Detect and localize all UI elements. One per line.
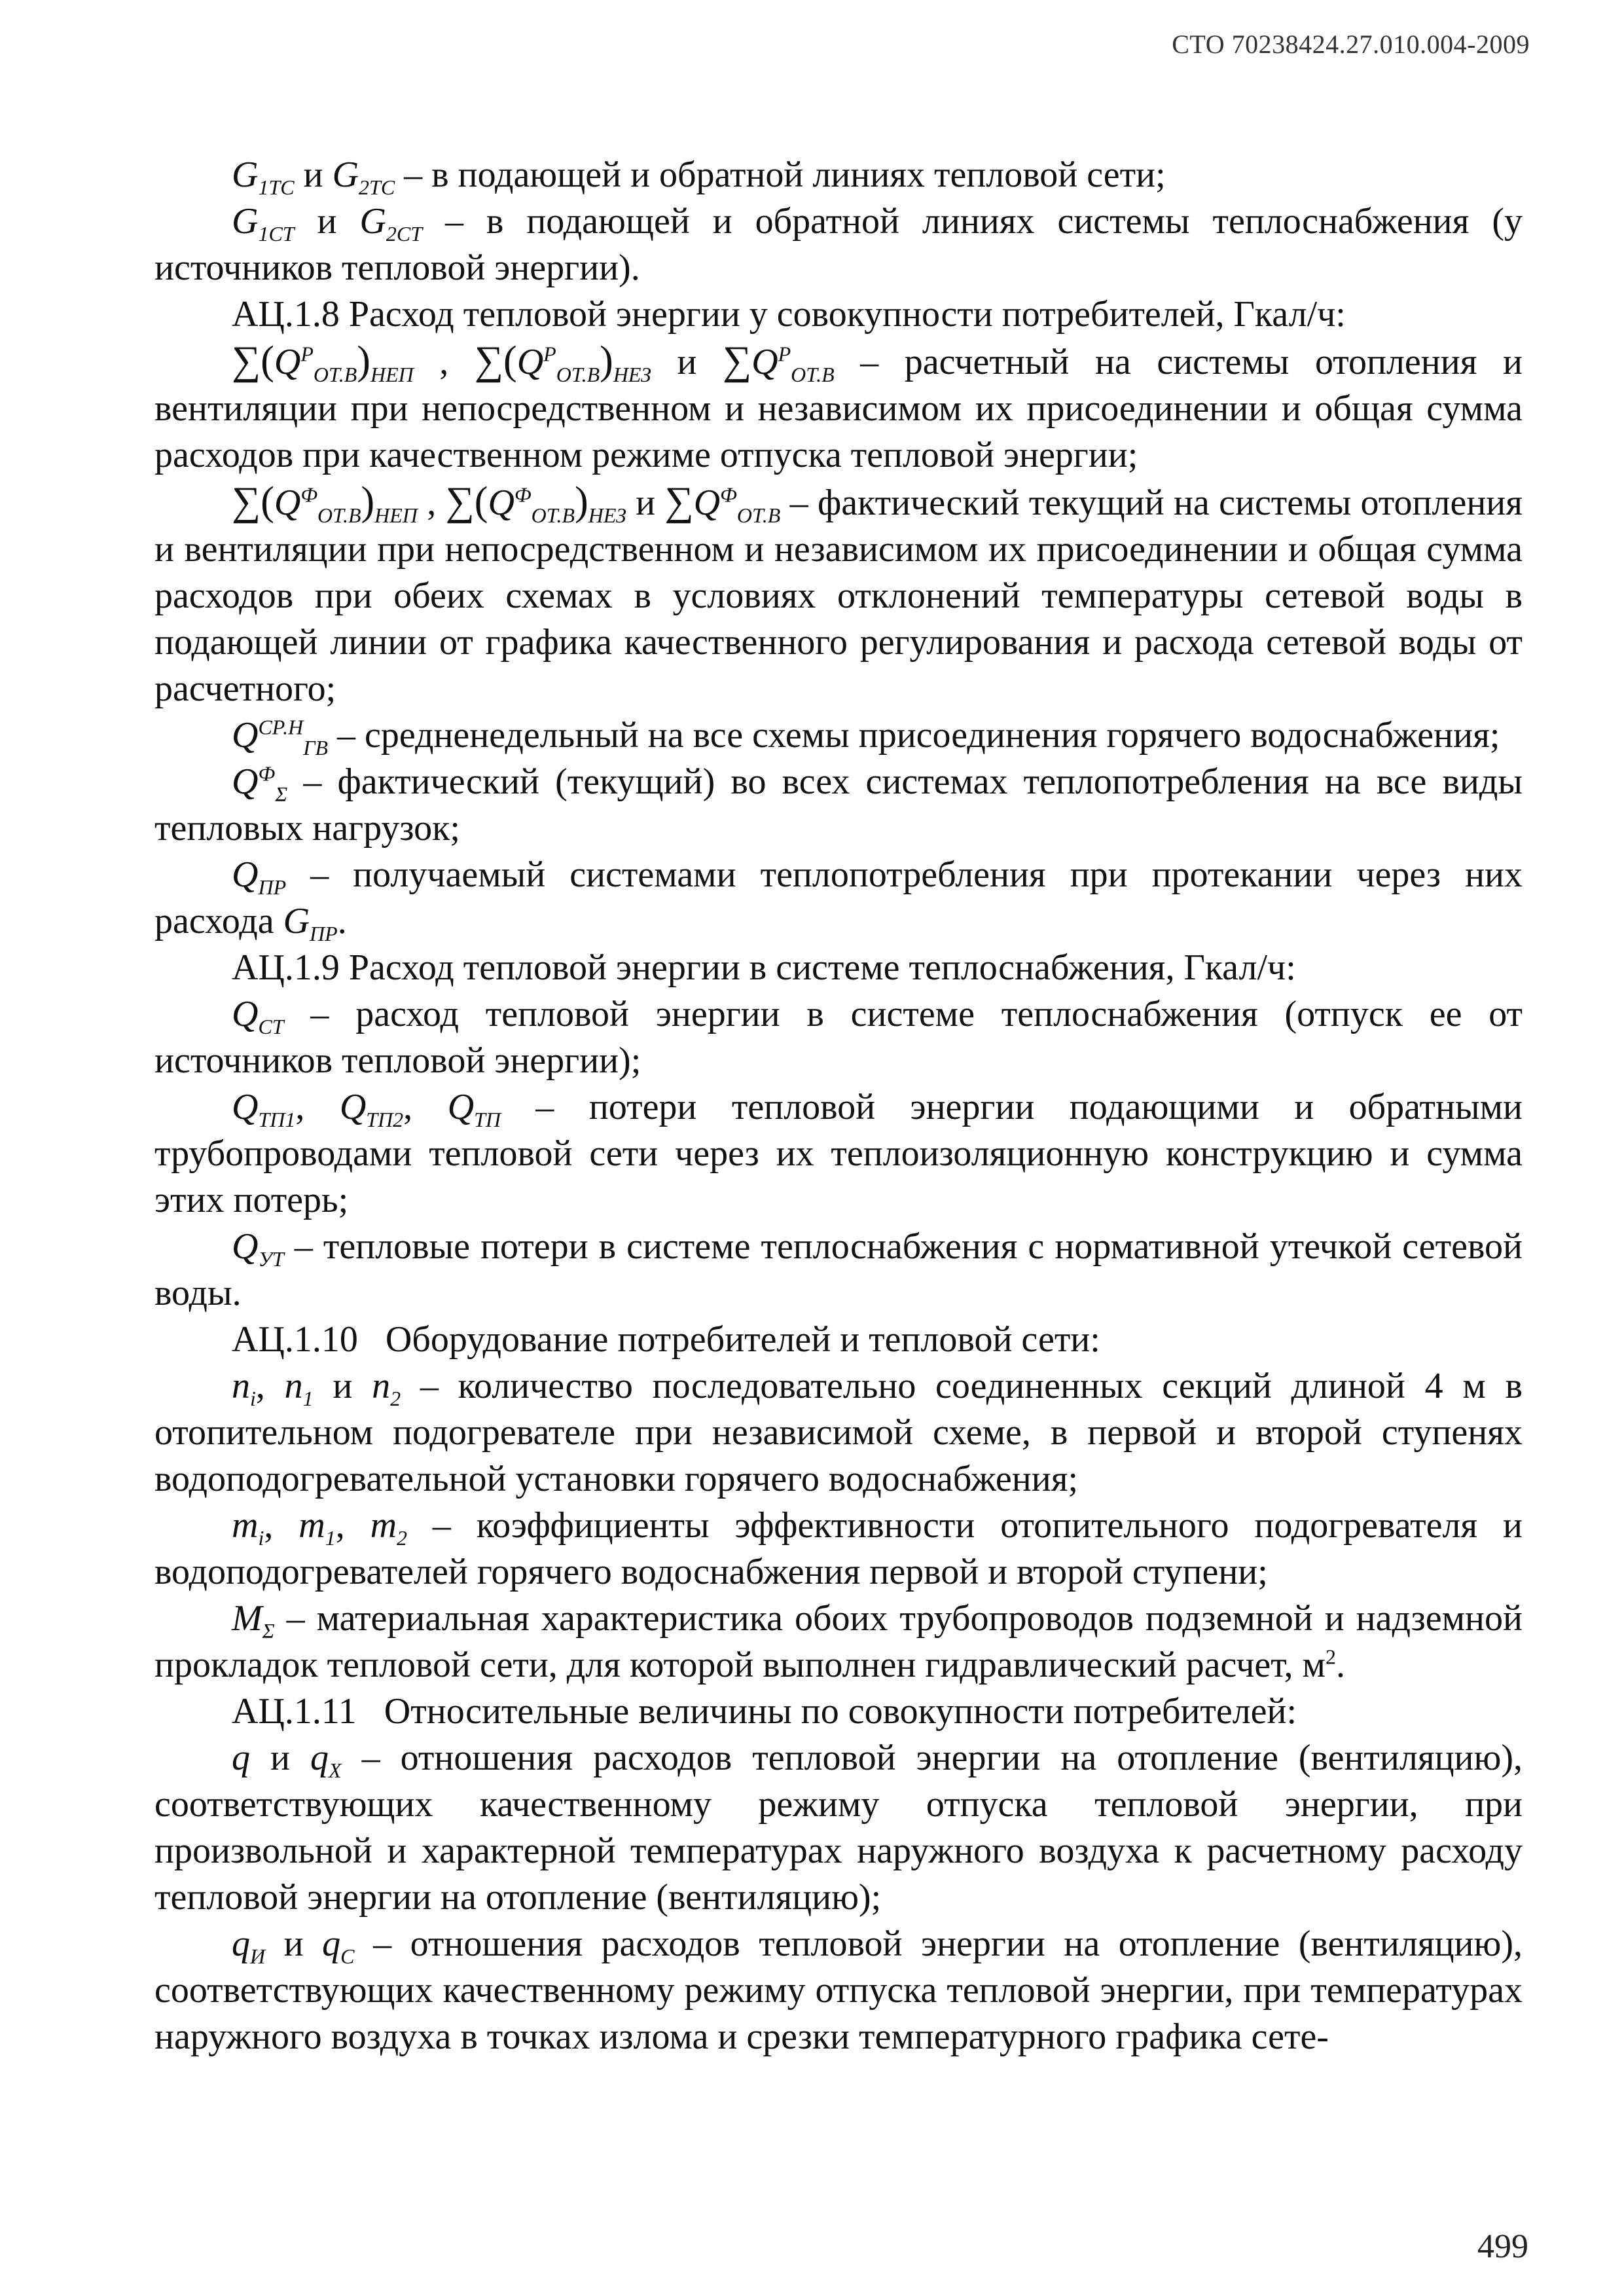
symbol-n-1: $n_1$ [284, 1366, 314, 1411]
symbol-q-tp2: $Q_{ТП2}$ [339, 1087, 404, 1132]
document-code-header: СТО 70238424.27.010.004-2009 [1172, 29, 1530, 59]
formula-sum-qf-nep: $\sum(Q^Ф_{ОТ.В})_{НЕП}$ [232, 479, 418, 528]
symbol-q-tp1: $Q_{ТП1}$ [232, 1087, 296, 1132]
document-body [154, 152, 1523, 2060]
symbol-n-2: $n_2$ [372, 1366, 401, 1411]
paragraph-q-break-cut: $q_И$ и $q_С$ – отношения расходов тепловой энергии на отопление (вентиляцию), соответствующих качественному режиму отпуска тепловой энергии, при температурах наружного воздуха в точках излома и срезки температурного графика сете- [154, 1923, 1523, 2057]
symbol-q-sigma-f: $Q^Ф_\Sigma$ [232, 761, 288, 807]
paragraph-q-ut: $Q_{УТ}$ – тепловые потери в системе теплоснабжения с нормативной утечкой сетевой воды. [154, 1226, 1523, 1313]
symbol-q-gv-srn: $Q^{СР.Н}_{ГВ}$ [232, 715, 328, 760]
symbol-g-pr: $G_{ПР}$ [283, 901, 338, 946]
paragraph-q-sigma-actual: $Q^Ф_\Sigma$ – фактический (текущий) во всех системах теплопотребления на все виды тепловых нагрузок; [154, 761, 1523, 848]
page-number: 499 [1477, 2228, 1528, 2265]
paragraph-q-pr: $Q_{ПР}$ – получаемый системами теплопотребления при протекании через них расхода $G_{ПР}$. [154, 854, 1523, 946]
section-heading-ac-1-10: АЦ.1.10 Оборудование потребителей и тепловой сети: [232, 1319, 1100, 1360]
section-heading-ac-1-9: АЦ.1.9 Расход тепловой энергии в системе теплоснабжения, Гкал/ч: [232, 947, 1296, 988]
paragraph-q-tp: $Q_{ТП1}$, $Q_{ТП2}$, $Q_{ТП}$ – потери тепловой энергии подающими и обратными трубопроводами тепловой сети через их теплоизоляционную конструкцию и сумма этих потерь; [154, 1087, 1523, 1220]
section-heading-ac-1-11: АЦ.1.11 Относительные величины по совокупности потребителей: [232, 1691, 1297, 1732]
symbol-q-pr: $Q_{ПР}$ [232, 854, 287, 900]
paragraph-q-ratio: q и $q_Х$ – отношения расходов тепловой энергии на отопление (вентиляцию), соответствующих качественному режиму отпуска тепловой энергии, при произвольной и характерной температурах наружного воздуха к расчетному расходу тепловой энергии на отопление (вентиляцию); [154, 1738, 1523, 1918]
paragraph-q-actual: $\sum(Q^Ф_{ОТ.В})_{НЕП}$ , $\sum(Q^Ф_{ОТ.В})_{НЕЗ}$ и $\sum Q^Ф_{ОТ.В}$ – фактический текущий на системы отопления и вентиляции при непосредственном и независимом их присоединении и общая сумма расходов при обеих схемах в условиях отклонений температуры сетевой воды в подающей линии от графика качественного регулирования и расхода сетевой воды от расчетного; [154, 479, 1523, 709]
symbol-g2tc: $G_{2ТС}$ [332, 155, 395, 200]
symbol-q-i: $q_И$ [232, 1923, 266, 1969]
formula-sum-q-total: $\sum Q^Р_{ОТ.В}$ [722, 338, 835, 387]
symbol-q-c: $q_С$ [322, 1923, 355, 1969]
paragraph-g-heating-network: $G_{1ТС}$ и $G_{2ТС}$ – в подающей и обратной линиях тепловой сети; [232, 155, 1166, 200]
symbol-g1tc: $G_{1ТС}$ [232, 155, 295, 200]
symbol-q-st: $Q_{СТ}$ [232, 994, 284, 1039]
paragraph-n-sections: $n_i$, $n_1$ и $n_2$ – количество последовательно соединенных секций длиной 4 м в отопительном подогревателе при независимой схеме, в первой и второй ступенях водоподогревательной установки горячего водоснабжения; [154, 1366, 1523, 1499]
paragraph-g-supply-system: $G_{1СТ}$ и $G_{2СТ}$ – в подающей и обратной линиях системы теплоснабжения (у источников тепловой энергии). [154, 201, 1523, 288]
symbol-m-sigma: $M_\Sigma$ [232, 1598, 275, 1643]
symbol-q-tp: $Q_{ТП}$ [447, 1087, 501, 1132]
symbol-g1st: $G_{1СТ}$ [232, 201, 295, 246]
symbol-g2st: $G_{2СТ}$ [359, 201, 423, 246]
paragraph-m-sigma: $M_\Sigma$ – материальная характеристика обоих трубопроводов подземной и надземной прокладок тепловой сети, для которой выполнен гидравлический расчет, $м^2$. [154, 1598, 1523, 1685]
symbol-n-i: $n_i$ [232, 1366, 256, 1411]
paragraph-q-st: $Q_{СТ}$ – расход тепловой энергии в системе теплоснабжения (отпуск ее от источников тепловой энергии); [154, 994, 1523, 1081]
paragraph-m-efficiency: $m_i$, $m_1$, $m_2$ – коэффициенты эффективности отопительного подогревателя и водоподогревателей горячего водоснабжения первой и второй ступени; [154, 1505, 1523, 1592]
formula-sum-qf-total: $\sum Q^Ф_{ОТ.В}$ [664, 479, 781, 528]
symbol-q: q [232, 1738, 250, 1778]
symbol-m-i: $m_i$ [232, 1505, 264, 1550]
paragraph-q-hot-water-weekly: $Q^{СР.Н}_{ГВ}$ – средненедельный на все схемы присоединения горячего водоснабжения; [232, 715, 1500, 760]
formula-sum-qf-nez: $\sum(Q^Ф_{ОТ.В})_{НЕЗ}$ [445, 479, 626, 528]
formula-sum-q-nep: $\sum(Q^Р_{ОТ.В})_{НЕП}$ [232, 338, 414, 387]
symbol-m-1: $m_1$ [298, 1505, 336, 1550]
formula-sum-q-nez: $\sum(Q^Р_{ОТ.В})_{НЕЗ}$ [474, 338, 651, 387]
symbol-q-x: $q_Х$ [310, 1738, 342, 1783]
symbol-q-ut: $Q_{УТ}$ [232, 1226, 284, 1271]
paragraph-q-design: $\sum(Q^Р_{ОТ.В})_{НЕП}$ , $\sum(Q^Р_{ОТ.В})_{НЕЗ}$ и $\sum Q^Р_{ОТ.В}$ – расчетный на системы отопления и вентиляции при непосредственном и независимом их присоединении и общая сумма расходов при качественном режиме отпуска тепловой энергии; [154, 338, 1523, 475]
section-heading-ac-1-8: АЦ.1.8 Расход тепловой энергии у совокупности потребителей, Гкал/ч: [232, 294, 1346, 335]
symbol-m-2: $m_2$ [370, 1505, 408, 1550]
